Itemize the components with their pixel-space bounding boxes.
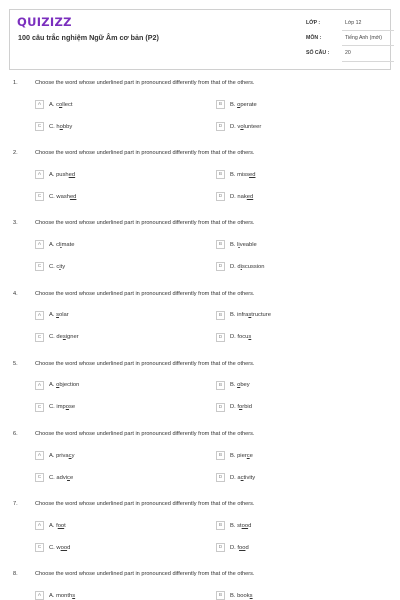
answer-option-b[interactable] [216,521,251,530]
option-text-prefix: B. st [230,522,242,529]
option-text-prefix: A. f [49,522,58,529]
option-text-prefix: D. nak [230,193,247,200]
option-text [49,382,79,388]
option-text-prefix: C. h [49,123,60,130]
question-prompt: Choose the word whose underlined part in pronounced differently from that of the others. [35,80,255,86]
option-text-prefix: C. advi [49,474,68,481]
answer-option-d[interactable] [216,403,252,412]
answer-option-b[interactable] [216,381,250,390]
answer-option-a[interactable] [35,100,73,109]
option-text-underlined: s [249,592,253,599]
option-text [49,264,65,270]
question-8 [0,571,400,600]
option-text [49,334,79,340]
option-text [49,523,66,529]
option-letter-box[interactable]: D [216,192,225,201]
option-text-suffix: perate [240,101,257,108]
option-letter-box[interactable]: D [216,122,225,131]
option-text-suffix: d [67,544,71,551]
option-text-suffix: llect [62,101,73,108]
option-text [230,593,253,599]
question-prompt: Choose the word whose underlined part in pronounced differently from that of the others. [35,290,255,297]
question-number: 8. [13,571,18,578]
option-letter-box[interactable]: A [35,100,44,109]
option-text-underlined: o [237,382,241,389]
meta-value-class: Lớp 12 [342,16,394,31]
option-text-underlined: ed [68,171,76,178]
answer-option-b[interactable] [216,240,257,249]
option-text-prefix: A. month [49,592,73,599]
option-text-suffix: ty [60,263,66,270]
option-text-prefix: B. l [230,241,239,248]
option-text-underlined: ed [69,193,77,200]
option-text [49,124,72,130]
option-text-underlined: o [59,101,63,108]
option-text-prefix: B. infra [230,312,249,319]
option-text-prefix: A. push [49,171,69,178]
option-text [49,194,76,200]
option-text [49,172,75,178]
option-text-prefix: A. c [49,101,59,108]
option-text-suffix: igner [65,334,79,341]
quizizz-logo: QUIZIZZ [17,15,72,29]
option-text [230,102,257,108]
option-text [230,334,251,340]
option-text-prefix: D. f [230,544,240,551]
meta-label-class: LỚP : [306,20,321,26]
option-text-prefix: A. [49,312,57,319]
question-1 [0,80,400,150]
question-prompt: Choose the word whose underlined part in pronounced differently from that of the others. [35,501,255,508]
option-text [49,453,74,459]
question-prompt: Choose the word whose underlined part in pronounced differently from that of the others. [35,360,255,367]
question-number: 2. [13,150,18,157]
answer-option-a[interactable] [35,451,74,460]
option-letter-box[interactable]: B [216,451,225,460]
option-text-underlined: ed [246,193,254,200]
option-letter-box[interactable]: B [216,591,225,600]
option-text-prefix: A. [49,382,57,389]
option-letter-box[interactable]: B [216,381,225,390]
option-text-underlined: oo [57,522,65,529]
option-text-suffix: e [69,474,74,481]
question-7 [0,501,400,571]
answer-option-c[interactable] [35,262,65,271]
option-text-suffix: se [68,404,76,411]
option-text [230,242,257,248]
option-text-underlined: s [248,334,252,341]
meta-value-count: 20 [342,46,394,61]
answer-option-b[interactable] [216,591,253,600]
option-letter-box[interactable]: C [35,333,44,342]
option-letter-box[interactable]: D [216,262,225,271]
answer-option-c[interactable] [35,122,72,131]
option-text [230,194,253,200]
option-text-underlined: c [246,452,250,459]
option-text [49,404,75,410]
option-text [49,593,75,599]
option-text-suffix: e [249,452,253,459]
option-letter-box[interactable]: A [35,170,44,179]
option-text-underlined: o [240,123,244,130]
answer-option-c[interactable] [35,333,79,342]
option-text-suffix: d [248,522,252,529]
option-text-suffix: bey [240,382,250,389]
option-text [230,453,253,459]
option-text-underlined: oo [241,522,249,529]
option-text-suffix: y [71,452,75,459]
option-letter-box[interactable]: A [35,381,44,390]
question-prompt: Choose the word whose underlined part in pronounced differently from that of the others. [35,150,255,157]
option-text-prefix: A. priva [49,452,69,459]
option-text-underlined: s [248,312,252,319]
option-letter-box[interactable]: B [216,240,225,249]
option-text [230,475,255,481]
option-letter-box[interactable]: B [216,170,225,179]
option-text-suffix: tivity [243,474,256,481]
option-text-prefix: D. f [230,404,240,411]
option-text-prefix: D. v [230,123,241,130]
option-letter-box[interactable]: B [216,311,225,320]
option-text-underlined: c [67,474,70,481]
question-number: 5. [13,360,18,367]
option-text-suffix: d [245,544,249,551]
option-text-prefix: B. pier [230,452,247,459]
option-text-prefix: B. [230,101,238,108]
answer-option-d[interactable] [216,192,253,201]
option-text-prefix: D. focu [230,334,249,341]
option-letter-box[interactable]: B [216,100,225,109]
option-text-suffix: tructure [251,312,271,319]
option-text-prefix: D. d [230,263,241,270]
option-text-underlined: i [60,241,62,248]
option-text [230,523,251,529]
option-text [49,102,73,108]
option-text [49,475,73,481]
option-text-underlined: c [240,474,244,481]
option-text-suffix: veable [239,241,257,248]
question-3 [0,220,400,290]
worksheet-header [9,9,391,70]
answer-option-a[interactable] [35,170,75,179]
option-text-underlined: o [65,404,69,411]
answer-option-d[interactable] [216,262,265,271]
question-4 [0,291,400,361]
option-text-suffix: rbid [242,404,252,411]
answer-option-b[interactable] [216,100,257,109]
option-text-prefix: C. wash [49,193,70,200]
question-5 [0,361,400,431]
answer-option-a[interactable] [35,591,75,600]
option-text [49,545,70,551]
question-number: 7. [13,501,18,508]
option-text-suffix: bjection [59,382,80,389]
option-text-underlined: o [239,404,243,411]
option-text-prefix: C. de [49,334,63,341]
answer-option-a[interactable] [35,240,74,249]
option-letter-box[interactable]: D [216,543,225,552]
option-letter-box[interactable]: D [216,333,225,342]
option-letter-box[interactable]: C [35,543,44,552]
answer-option-d[interactable] [216,473,255,482]
option-text-underlined: i [238,241,240,248]
option-text [230,382,250,388]
option-text-prefix: C. w [49,544,61,551]
option-text [230,312,271,318]
option-text-underlined: s [72,592,76,599]
option-text-prefix: C. c [49,263,60,270]
option-letter-box[interactable]: C [35,262,44,271]
option-letter-box[interactable]: A [35,311,44,320]
question-6 [0,431,400,501]
meta-value-subject: Tiếng Anh (mới) [342,31,394,46]
option-letter-box[interactable]: A [35,591,44,600]
question-prompt: Choose the word whose underlined part in pronounced differently from that of the others. [35,571,255,578]
answer-option-b[interactable] [216,311,271,320]
option-text [230,172,255,178]
option-text-prefix: C. imp [49,404,66,411]
question-number: 4. [13,290,18,297]
option-text-underlined: s [62,334,66,341]
answer-option-d[interactable] [216,333,251,342]
option-letter-box[interactable]: D [216,403,225,412]
answer-option-d[interactable] [216,122,261,131]
option-letter-box[interactable]: C [35,403,44,412]
option-text-suffix: bby [62,123,73,130]
answer-option-b[interactable] [216,451,253,460]
meta-label-count: SỐ CÂU : [306,50,330,57]
answer-option-a[interactable] [35,311,69,320]
option-text [230,404,252,410]
option-text-underlined: ed [249,171,256,178]
option-text [230,124,261,130]
option-letter-box[interactable]: A [35,451,44,460]
meta-label-subject: MÔN : [306,35,322,42]
option-text-prefix: D. a [230,474,241,481]
answer-option-b[interactable] [216,170,255,179]
option-text [230,264,265,270]
answer-option-c[interactable] [35,543,70,552]
option-text-prefix: A. cl [49,241,61,248]
answer-option-c[interactable] [35,473,73,482]
option-text [230,545,249,551]
option-text-underlined: oo [60,544,68,551]
option-letter-box[interactable]: C [35,473,44,482]
question-2 [0,150,400,220]
option-text-underlined: s [56,312,59,319]
option-text-underlined: c [68,452,72,459]
option-text-suffix: t [64,522,66,529]
option-text-prefix: B. [230,382,238,389]
option-text-underlined: o [56,382,60,389]
option-text-suffix: scussion [241,263,265,270]
answer-option-a[interactable] [35,521,66,530]
option-text-prefix: B. book [230,592,250,599]
option-text-underlined: o [237,101,241,108]
option-text-suffix: lunteer [243,123,262,130]
option-text-suffix: mate [61,241,75,248]
option-letter-box[interactable]: C [35,122,44,131]
option-letter-box[interactable]: C [35,192,44,201]
meta-labels [306,16,329,62]
option-text-underlined: i [240,263,242,270]
answer-option-d[interactable] [216,543,249,552]
meta-values [342,16,394,62]
option-letter-box[interactable]: A [35,240,44,249]
option-text-suffix: olar [59,312,69,319]
question-number: 6. [13,431,18,437]
option-letter-box[interactable]: B [216,521,225,530]
worksheet-title: 100 câu trắc nghiệm Ngữ Âm cơ bản (P2) [18,33,159,42]
answer-option-c[interactable] [35,192,76,201]
option-text-underlined: i [59,263,61,270]
option-text [49,312,69,318]
question-prompt: Choose the word whose underlined part in pronounced differently from that of the others. [35,220,255,227]
question-number: 3. [13,220,18,227]
option-text-underlined: o [59,123,63,130]
option-text-prefix: B. miss [230,171,250,178]
option-letter-box[interactable]: D [216,473,225,482]
question-number: 1. [13,80,18,86]
question-prompt: Choose the word whose underlined part in pronounced differently from that of the others. [35,431,255,437]
answer-option-c[interactable] [35,403,75,412]
option-text-underlined: oo [239,544,246,551]
option-text [49,242,74,248]
option-letter-box[interactable]: A [35,521,44,530]
answer-option-a[interactable] [35,381,79,390]
